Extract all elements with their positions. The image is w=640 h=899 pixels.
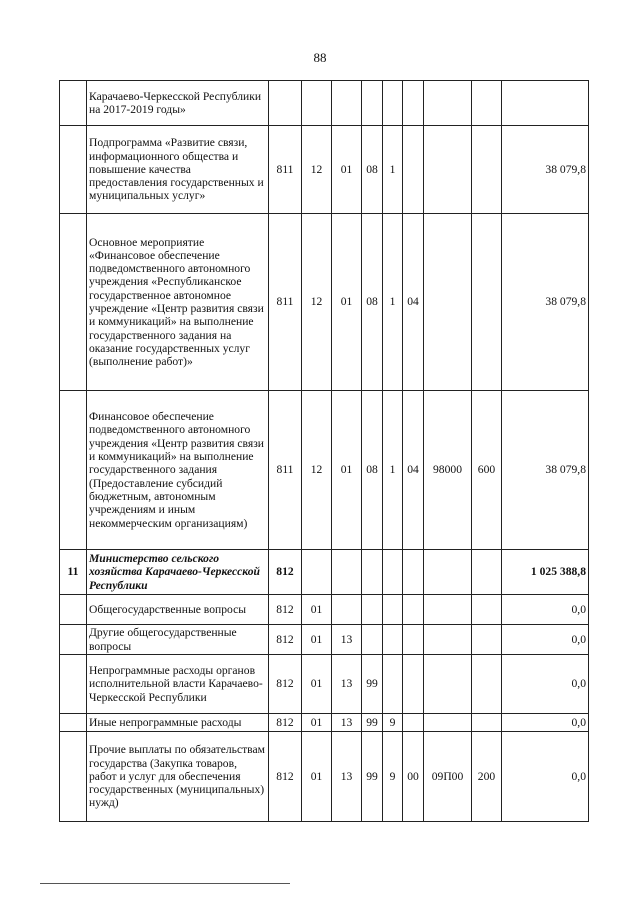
code-program <box>362 595 383 625</box>
code-ministry <box>269 81 302 126</box>
row-number <box>60 81 87 126</box>
code-event <box>403 714 424 732</box>
code-section: 01 <box>302 655 332 714</box>
code-event <box>403 126 424 214</box>
code-direction <box>424 625 472 655</box>
code-ministry: 812 <box>269 655 302 714</box>
code-subprogram <box>383 655 403 714</box>
row-number <box>60 714 87 732</box>
code-program: 99 <box>362 655 383 714</box>
code-ministry: 811 <box>269 391 302 550</box>
table-row <box>60 81 589 126</box>
row-name: Общегосударственные вопросы <box>87 595 269 625</box>
code-expense-type <box>472 625 502 655</box>
code-section: 12 <box>302 126 332 214</box>
code-expense-type <box>472 126 502 214</box>
code-section: 01 <box>302 714 332 732</box>
code-direction <box>424 81 472 126</box>
code-expense-type <box>472 81 502 126</box>
code-program: 08 <box>362 214 383 391</box>
code-ministry: 811 <box>269 126 302 214</box>
code-event: 00 <box>403 732 424 822</box>
code-event <box>403 550 424 595</box>
code-event: 04 <box>403 391 424 550</box>
code-ministry: 812 <box>269 714 302 732</box>
code-subsection <box>332 81 362 126</box>
code-ministry: 812 <box>269 625 302 655</box>
code-event <box>403 595 424 625</box>
code-subprogram: 9 <box>383 732 403 822</box>
code-program <box>362 81 383 126</box>
code-ministry: 812 <box>269 550 302 595</box>
row-number <box>60 391 87 550</box>
table-row <box>60 126 589 214</box>
code-subsection: 01 <box>332 214 362 391</box>
row-name: Финансовое обеспечение подведомственного автономного учреждения «Центр развития связи и коммуникаций» на выполнение государственного задания (Предоставление субсидий бюджетным, автономным учреждениям и иным некоммерческим организациям) <box>87 391 269 550</box>
code-section: 12 <box>302 214 332 391</box>
code-subprogram <box>383 81 403 126</box>
code-subprogram: 9 <box>383 714 403 732</box>
code-expense-type <box>472 550 502 595</box>
row-amount: 0,0 <box>502 714 589 732</box>
code-subsection: 13 <box>332 714 362 732</box>
row-name: Подпрограмма «Развитие связи, информационного общества и повышение качества предоставления государственных и муниципальных услуг» <box>87 126 269 214</box>
bottom-divider <box>40 883 290 884</box>
code-expense-type: 600 <box>472 391 502 550</box>
code-direction <box>424 126 472 214</box>
row-number <box>60 214 87 391</box>
code-subsection: 13 <box>332 655 362 714</box>
row-amount: 38 079,8 <box>502 214 589 391</box>
code-subsection <box>332 595 362 625</box>
row-amount: 0,0 <box>502 655 589 714</box>
page-number: 88 <box>313 50 327 65</box>
code-program: 99 <box>362 714 383 732</box>
code-section: 01 <box>302 732 332 822</box>
table-row <box>60 625 589 655</box>
row-amount: 1 025 388,8 <box>502 550 589 595</box>
row-number <box>60 732 87 822</box>
row-amount: 0,0 <box>502 732 589 822</box>
code-ministry: 812 <box>269 732 302 822</box>
row-name: Непрограммные расходы органов исполнительной власти Карачаево-Черкесской Республики <box>87 655 269 714</box>
row-number <box>60 595 87 625</box>
code-section: 01 <box>302 595 332 625</box>
row-name: Иные непрограммные расходы <box>87 714 269 732</box>
code-expense-type <box>472 214 502 391</box>
code-subsection: 13 <box>332 625 362 655</box>
code-program <box>362 625 383 655</box>
code-event <box>403 625 424 655</box>
code-expense-type <box>472 714 502 732</box>
code-subprogram <box>383 550 403 595</box>
code-program <box>362 550 383 595</box>
table-row <box>60 214 589 391</box>
budget-table <box>59 80 589 822</box>
code-program: 08 <box>362 391 383 550</box>
row-amount: 38 079,8 <box>502 391 589 550</box>
code-subprogram <box>383 625 403 655</box>
code-direction: 09П00 <box>424 732 472 822</box>
row-amount <box>502 81 589 126</box>
row-amount: 38 079,8 <box>502 126 589 214</box>
code-subprogram: 1 <box>383 391 403 550</box>
code-subsection: 01 <box>332 126 362 214</box>
code-ministry: 811 <box>269 214 302 391</box>
row-number <box>60 625 87 655</box>
table-row <box>60 391 589 550</box>
code-direction <box>424 550 472 595</box>
code-direction <box>424 714 472 732</box>
code-expense-type: 200 <box>472 732 502 822</box>
code-event: 04 <box>403 214 424 391</box>
code-expense-type <box>472 595 502 625</box>
code-subsection <box>332 550 362 595</box>
table-row <box>60 732 589 822</box>
table-row <box>60 714 589 732</box>
code-subprogram <box>383 595 403 625</box>
row-number: 11 <box>60 550 87 595</box>
row-number <box>60 655 87 714</box>
code-section <box>302 81 332 126</box>
table-row <box>60 550 589 595</box>
table-row <box>60 595 589 625</box>
row-amount: 0,0 <box>502 595 589 625</box>
code-event <box>403 655 424 714</box>
code-direction <box>424 214 472 391</box>
row-amount: 0,0 <box>502 625 589 655</box>
code-subprogram: 1 <box>383 126 403 214</box>
code-subsection: 13 <box>332 732 362 822</box>
row-number <box>60 126 87 214</box>
code-direction <box>424 655 472 714</box>
row-name: Основное мероприятие «Финансовое обеспечение подведомственного автономного учреждения «Республиканское государственное автономное учреждение «Центр развития связи и коммуникаций» на выполнение государственного задания на оказание государственных услуг (выполнение работ)» <box>87 214 269 391</box>
code-event <box>403 81 424 126</box>
code-section: 12 <box>302 391 332 550</box>
code-section <box>302 550 332 595</box>
code-direction: 98000 <box>424 391 472 550</box>
row-name: Карачаево-Черкесской Республики на 2017-2019 годы» <box>87 81 269 126</box>
code-subsection: 01 <box>332 391 362 550</box>
code-program: 08 <box>362 126 383 214</box>
row-name: Министерство сельского хозяйства Карачаево-Черкесской Республики <box>87 550 269 595</box>
row-name: Другие общегосударственные вопросы <box>87 625 269 655</box>
table-row <box>60 655 589 714</box>
code-section: 01 <box>302 625 332 655</box>
row-name: Прочие выплаты по обязательствам государства (Закупка товаров, работ и услуг для обеспечения государственных (муниципальных) нужд) <box>87 732 269 822</box>
code-expense-type <box>472 655 502 714</box>
code-subprogram: 1 <box>383 214 403 391</box>
code-program: 99 <box>362 732 383 822</box>
code-ministry: 812 <box>269 595 302 625</box>
code-direction <box>424 595 472 625</box>
